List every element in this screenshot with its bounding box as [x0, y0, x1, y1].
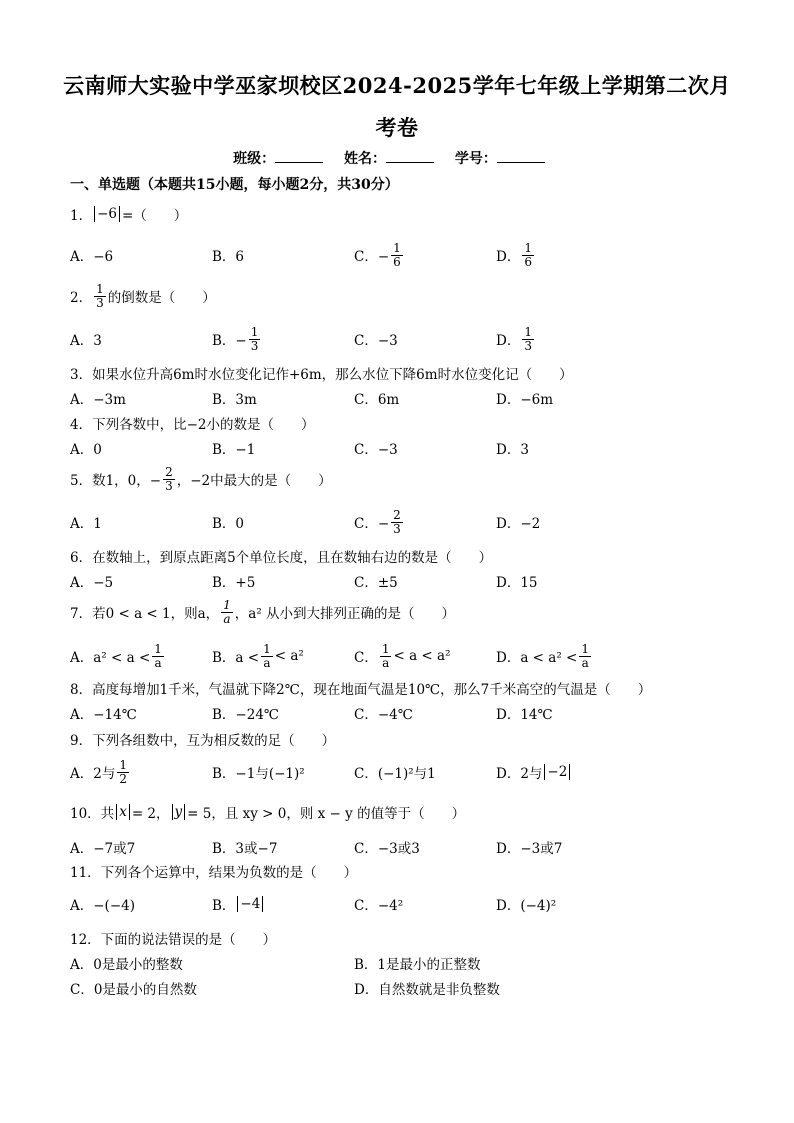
options-9	[70, 758, 730, 786]
option-a: A．a² < a < $\frac{1}{a}$	[70, 641, 162, 670]
option-b: B．− $\frac{1}{3}$	[212, 324, 259, 353]
option-b: B．6	[212, 249, 245, 265]
question-10: 10．共 x = 2， y = 5，且 xy > 0，则 x − y 的值等于（ ）	[70, 804, 466, 822]
student-info	[0, 148, 794, 168]
fraction: $\frac{1}{3}$	[96, 281, 104, 310]
abs-value: x	[116, 804, 130, 820]
option-c: C．−3	[354, 333, 398, 349]
option-a: A．−7或7	[70, 841, 136, 857]
option-c: C．− $\frac{1}{6}$	[354, 240, 401, 269]
question-5: 5．数1，0，− $\frac{2}{3}$ ，−2中最大的是（ ）	[70, 464, 332, 493]
abs-value: −2	[544, 764, 570, 780]
fraction: $\frac{1}{6}$	[393, 240, 401, 269]
options-12-row2	[70, 974, 730, 1002]
option-d: D．14℃	[496, 707, 553, 723]
option-b: B． −4	[212, 890, 265, 918]
fraction: $\frac{1}{2}$	[119, 757, 127, 786]
fraction: $\frac{2}{3}$	[165, 464, 173, 493]
fraction: $\frac{1}{a}$	[263, 641, 271, 670]
option-b: B．−24℃	[212, 707, 280, 723]
question-12: 12．下面的说法错误的是（ ）	[70, 932, 277, 948]
option-b: B．−1与(−1)²	[212, 766, 305, 782]
question-3: 3．如果水位升高6m时水位变化记作+6m，那么水位下降6m时水位变化记（ ）	[70, 367, 573, 383]
options-11	[70, 890, 730, 918]
option-d: D． $\frac{1}{3}$	[496, 324, 532, 353]
options-5	[70, 508, 730, 536]
options-1	[70, 241, 730, 269]
option-a: A．0是最小的整数	[70, 957, 183, 973]
fraction: $\frac{1}{6}$	[524, 240, 532, 269]
fraction: $\frac{1}{a}$	[381, 641, 390, 670]
option-b: B．3m	[212, 392, 257, 408]
question-1: 1． −6 =（ ）	[70, 206, 188, 224]
option-d: D．−3或7	[496, 841, 563, 857]
options-3	[70, 384, 730, 412]
option-a: A．−3m	[70, 392, 126, 408]
options-7	[70, 642, 730, 670]
option-c: C． $\frac{1}{a}$ < a < a²	[354, 641, 451, 670]
option-d: D．2与 −2	[496, 758, 572, 786]
options-10	[70, 833, 730, 861]
name-blank	[386, 150, 434, 163]
option-a: A．−5	[70, 575, 114, 591]
option-b: B．+5	[212, 575, 256, 591]
exam-title-line2: 考卷	[375, 115, 419, 140]
option-c: C．−4²	[354, 898, 404, 914]
option-a: A．1	[70, 516, 102, 532]
class-label: 班级：	[233, 151, 276, 167]
fraction: $\frac{1}{a}$	[223, 597, 231, 626]
option-a: A．2与 $\frac{1}{2}$	[70, 757, 127, 786]
fraction: $\frac{1}{3}$	[524, 324, 532, 353]
option-c: C．±5	[354, 575, 398, 591]
question-8: 8．高度每增加1千米，气温就下降2℃，现在地面气温是10℃，那么7千米高空的气温是（ ）	[70, 682, 652, 698]
option-c: C．−4℃	[354, 707, 413, 723]
options-12-row1	[70, 949, 730, 977]
options-4	[70, 434, 730, 462]
option-d: D．−2	[496, 516, 541, 532]
option-c: C．6m	[354, 392, 400, 408]
option-d: D．(−4)²	[496, 898, 557, 914]
question-9: 9．下列各组数中，互为相反数的足（ ）	[70, 733, 336, 749]
abs-value: −6	[94, 206, 120, 222]
option-d: D．−6m	[496, 392, 554, 408]
id-blank	[497, 150, 545, 163]
name-label: 姓名：	[344, 151, 386, 167]
option-d: D．3	[496, 442, 529, 458]
option-a: A．3	[70, 333, 102, 349]
question-4: 4．下列各数中，比−2小的数是（ ）	[70, 417, 315, 433]
option-b: B．−1	[212, 442, 256, 458]
class-blank	[275, 150, 323, 163]
option-b: B．1是最小的正整数	[354, 957, 481, 973]
fraction: $\frac{1}{3}$	[250, 324, 259, 353]
option-c: C．−3或3	[354, 841, 420, 857]
option-d: D．a < a² < $\frac{1}{a}$	[496, 641, 589, 670]
option-a: A．−(−4)	[70, 898, 135, 914]
option-a: A．0	[70, 442, 102, 458]
options-8	[70, 699, 730, 727]
fraction: $\frac{1}{a}$	[154, 641, 162, 670]
option-d: D．自然数就是非负整数	[354, 982, 500, 998]
options-2	[70, 325, 730, 353]
option-c: C．− $\frac{2}{3}$	[354, 507, 401, 536]
question-7: 7．若0 < a < 1，则a， $\frac{1}{a}$ ，a² 从小到大排列正确的是（ ）	[70, 597, 456, 626]
option-c: C．(−1)²与1	[354, 766, 436, 782]
abs-value: −4	[237, 896, 263, 912]
question-2: 2． $\frac{1}{3}$ 的倒数是（ ）	[70, 281, 216, 310]
option-c: C．0是最小的自然数	[70, 982, 197, 998]
fraction: $\frac{2}{3}$	[393, 507, 401, 536]
option-d: D． $\frac{1}{6}$	[496, 240, 532, 269]
fraction: $\frac{1}{a}$	[581, 641, 589, 670]
option-b: B．0	[212, 516, 245, 532]
option-c: C．−3	[354, 442, 398, 458]
option-a: A．−14℃	[70, 707, 137, 723]
question-11: 11．下列各个运算中，结果为负数的是（ ）	[70, 865, 358, 881]
exam-title-line1: 云南师大实验中学巫家坝校区2024-2025学年七年级上学期第二次月	[63, 73, 731, 98]
abs-value: y	[172, 804, 186, 820]
section-heading: 一、单选题（本题共15小题，每小题2分，共30分）	[70, 177, 399, 193]
options-6	[70, 567, 730, 595]
option-d: D．15	[496, 575, 538, 591]
option-a: A．−6	[70, 249, 114, 265]
option-b: B．a < $\frac{1}{a}$ < a²	[212, 641, 304, 670]
question-6: 6．在数轴上，到原点距离5个单位长度，且在数轴右边的数是（ ）	[70, 550, 493, 566]
option-b: B．3或−7	[212, 841, 278, 857]
id-label: 学号：	[454, 151, 497, 167]
